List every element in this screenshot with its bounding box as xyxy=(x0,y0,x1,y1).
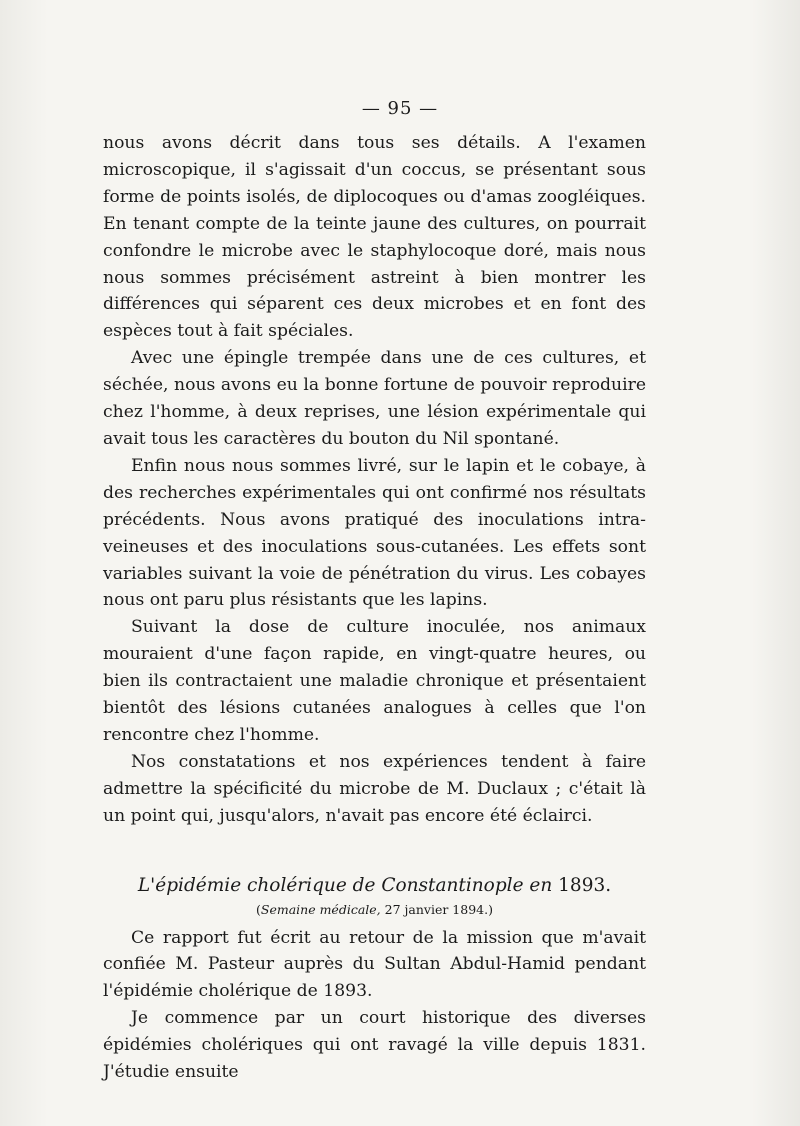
body-text xyxy=(103,130,646,1086)
source-date: 27 janvier 1894. xyxy=(384,901,489,917)
section-year: 1893. xyxy=(558,874,612,896)
paragraph: Enfin nous nous sommes livré, sur le lapin et le cobaye, à des recherches expérimentales qui ont confirmé nos résultats précédents. Nous avons pratiqué des inoculations intra-veineuses et des inoculations sous-cutanées. Les effets sont variables suivant la voie de pénétration du virus. Les cobayes nous ont paru plus résistants que les lapins. xyxy=(103,455,646,611)
section-source: (Semaine médicale, 27 janvier 1894.) xyxy=(256,901,493,917)
source-journal: Semaine médicale, xyxy=(260,901,381,917)
paragraph: Je commence par un court historique des diverses épidémies cholériques qui ont ravagé la ville depuis 1831. J'étudie ensuite xyxy=(103,1008,646,1083)
section-title: L'épidémie cholérique de Constantinople en xyxy=(137,874,553,896)
section-heading xyxy=(103,873,646,899)
paragraph: Suivant la dose de culture inoculée, nos animaux mouraient d'une façon rapide, en vingt-quatre heures, ou bien ils contractaient une maladie chronique et présentaient bientôt des lésions cutanées analogues à celles que l'on rencontre chez l'homme. xyxy=(103,617,646,745)
paragraph: Ce rapport fut écrit au retour de la mission que m'avait confiée M. Pasteur auprès du Sultan Abdul-Hamid pendant l'épidémie cholérique de 1893. xyxy=(103,927,646,1002)
paragraph: nous avons décrit dans tous ses détails. A l'examen microscopique, il s'agissait d'un coccus, se présentant sous forme de points isolés, de diplocoques ou d'amas zoogléiques. En tenant compte de la teinte jaune des cultures, on pourrait confondre le microbe avec le staphylocoque doré, mais nous nous sommes précisément astreint à bien montrer les différences qui séparent ces deux microbes et en font des espèces tout à fait spéciales. xyxy=(103,133,646,342)
paragraph: Avec une épingle trempée dans une de ces cultures, et séchée, nous avons eu la bonne fortune de pouvoir reproduire chez l'homme, à deux reprises, une lésion expérimentale qui avait tous les caractères du bouton du Nil spontané. xyxy=(103,348,646,449)
paragraph: Nos constatations et nos expériences tendent à faire admettre la spécificité du microbe de M. Duclaux ; c'était là un point qui, jusqu'alors, n'avait pas encore été éclairci. xyxy=(103,751,646,826)
page-number: — 95 — xyxy=(361,98,439,119)
